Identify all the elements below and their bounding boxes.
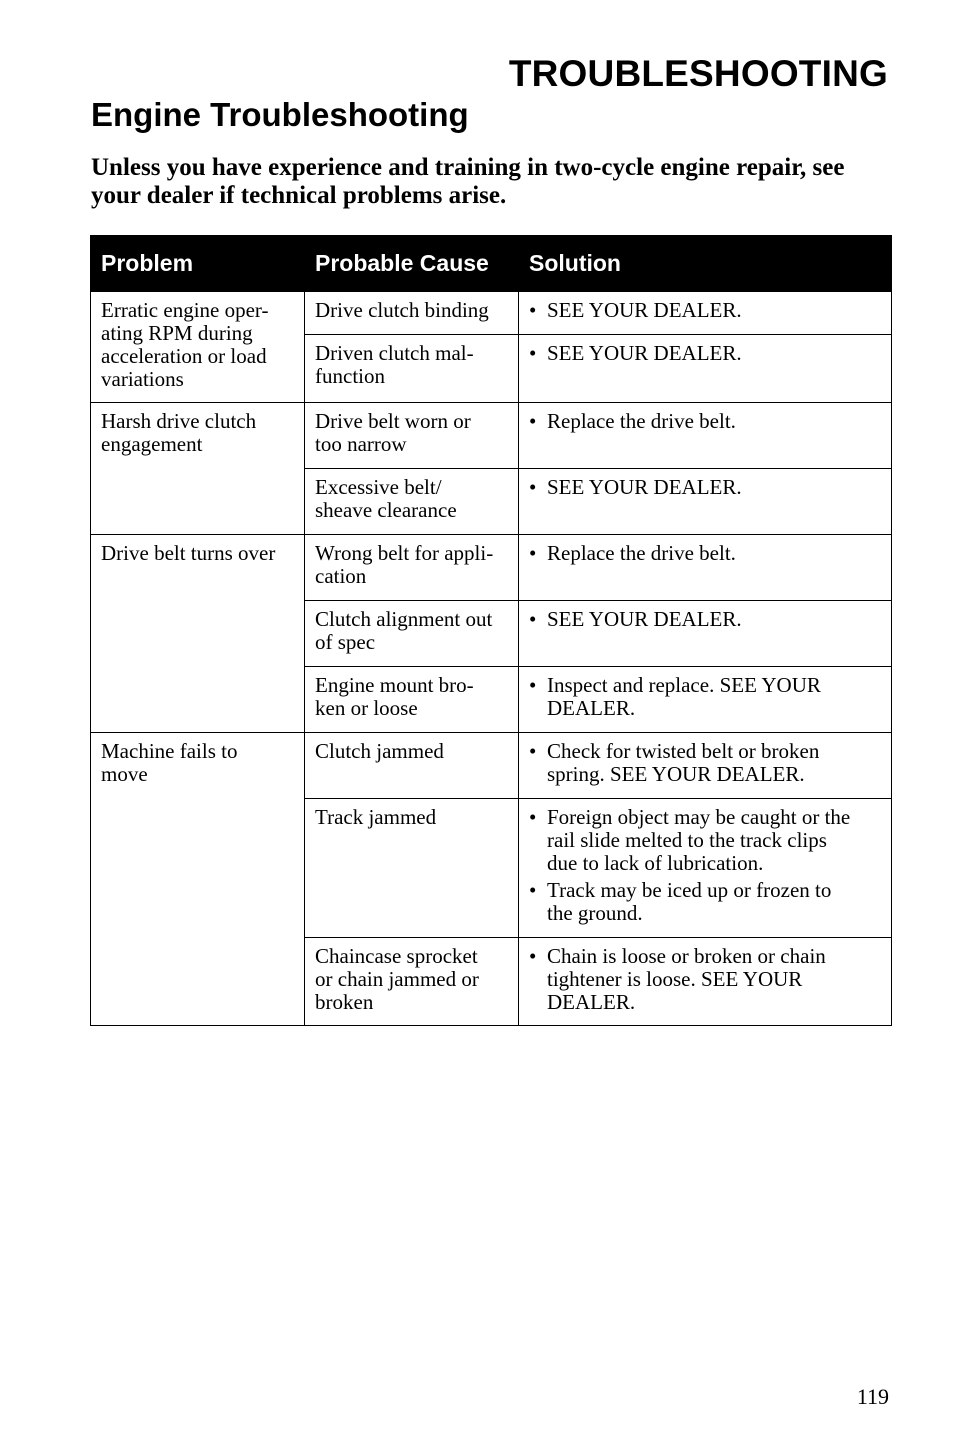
probable-cause-cell: Chaincase sprocket or chain jammed or broken <box>305 938 519 1026</box>
bullet-icon: • <box>529 607 537 631</box>
solution-cell <box>519 335 892 403</box>
solution-text: Replace the drive belt. <box>547 409 736 433</box>
troubleshooting-table <box>90 235 892 1026</box>
solution-cell <box>519 667 892 733</box>
solution-cell <box>519 938 892 1026</box>
solution-cell <box>519 292 892 335</box>
probable-cause-cell: Wrong belt for appli- cation <box>305 535 519 601</box>
solution-text: SEE YOUR DEALER. <box>547 341 742 365</box>
solution-list <box>529 342 881 365</box>
solution-text: Track may be iced up or frozen to the ground. <box>547 878 832 925</box>
solution-list <box>529 476 881 499</box>
probable-cause-cell: Driven clutch mal- function <box>305 335 519 403</box>
table-row <box>91 535 892 601</box>
solution-item <box>529 476 881 499</box>
probable-cause-cell: Drive belt worn or too narrow <box>305 403 519 469</box>
problem-cell: Drive belt turns over <box>91 535 305 733</box>
solution-list <box>529 608 881 631</box>
solution-text: SEE YOUR DEALER. <box>547 607 742 631</box>
column-header-solution: Solution <box>519 236 892 292</box>
solution-cell <box>519 733 892 799</box>
solution-text: Inspect and replace. SEE YOUR DEALER. <box>547 673 821 720</box>
solution-text: Chain is loose or broken or chain tightener is loose. SEE YOUR DEALER. <box>547 944 826 1014</box>
section-title: TROUBLESHOOTING <box>508 53 888 94</box>
probable-cause-cell: Clutch alignment out of spec <box>305 601 519 667</box>
table-row <box>91 733 892 799</box>
bullet-icon: • <box>529 298 537 322</box>
problem-cell: Erratic engine oper- ating RPM during acceleration or load variations <box>91 292 305 403</box>
solution-item <box>529 806 881 875</box>
solution-list <box>529 542 881 565</box>
table-row <box>91 292 892 335</box>
solution-cell <box>519 469 892 535</box>
solution-item <box>529 879 881 925</box>
probable-cause-cell: Excessive belt/ sheave clearance <box>305 469 519 535</box>
table-header <box>91 236 892 292</box>
solution-cell <box>519 403 892 469</box>
table-body <box>91 292 892 1026</box>
solution-cell <box>519 799 892 938</box>
bullet-icon: • <box>529 739 537 763</box>
table-header-row <box>91 236 892 292</box>
solution-cell <box>519 601 892 667</box>
probable-cause-cell: Drive clutch binding <box>305 292 519 335</box>
problem-cell: Harsh drive clutch engagement <box>91 403 305 535</box>
column-header-problem: Problem <box>91 236 305 292</box>
column-header-probable-cause: Probable Cause <box>305 236 519 292</box>
solution-item <box>529 674 881 720</box>
bullet-icon: • <box>529 409 537 433</box>
solution-item <box>529 608 881 631</box>
solution-list <box>529 674 881 720</box>
probable-cause-cell: Engine mount bro- ken or loose <box>305 667 519 733</box>
solution-item <box>529 342 881 365</box>
bullet-icon: • <box>529 944 537 968</box>
solution-text: SEE YOUR DEALER. <box>547 475 742 499</box>
solution-item <box>529 945 881 1014</box>
solution-item <box>529 299 881 322</box>
bullet-icon: • <box>529 541 537 565</box>
solution-item <box>529 542 881 565</box>
solution-cell <box>519 535 892 601</box>
solution-text: Check for twisted belt or broken spring. SEE YOUR DEALER. <box>547 739 820 786</box>
page-heading: Engine Troubleshooting <box>91 96 469 133</box>
solution-text: Replace the drive belt. <box>547 541 736 565</box>
solution-item <box>529 740 881 786</box>
solution-text: Foreign object may be caught or the rail slide melted to the track clips due to lack of lubrication. <box>547 805 851 875</box>
bullet-icon: • <box>529 673 537 697</box>
bullet-icon: • <box>529 475 537 499</box>
solution-list <box>529 299 881 322</box>
solution-list <box>529 945 881 1014</box>
table-row <box>91 403 892 469</box>
problem-cell: Machine fails to move <box>91 733 305 1026</box>
solution-list <box>529 740 881 786</box>
bullet-icon: • <box>529 805 537 829</box>
solution-list <box>529 410 881 433</box>
bullet-icon: • <box>529 878 537 902</box>
probable-cause-cell: Track jammed <box>305 799 519 938</box>
bullet-icon: • <box>529 341 537 365</box>
solution-item <box>529 410 881 433</box>
dealer-warning: Unless you have experience and training in two-cycle engine repair, see your dealer if technical problems arise. <box>91 154 845 209</box>
page-number: 119 <box>856 1384 889 1409</box>
solution-list <box>529 806 881 925</box>
probable-cause-cell: Clutch jammed <box>305 733 519 799</box>
solution-text: SEE YOUR DEALER. <box>547 298 742 322</box>
